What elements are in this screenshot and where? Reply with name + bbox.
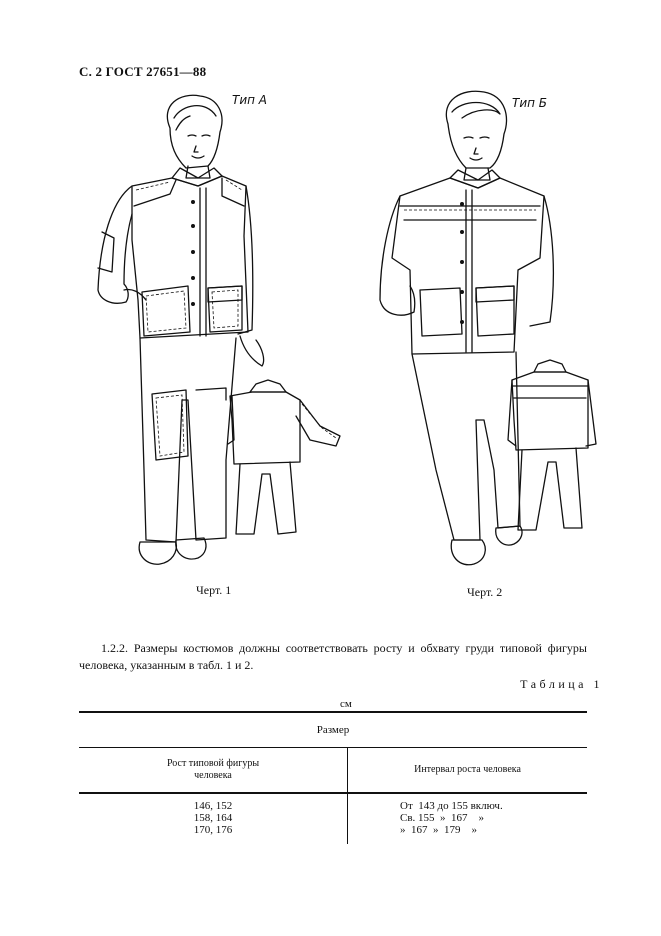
table-col2-values	[348, 793, 588, 844]
figure-type-b-front	[380, 91, 553, 565]
table-cell: От 143 до 155 включ.	[400, 800, 503, 812]
size-table	[79, 711, 587, 844]
table-label: Таблица 1	[520, 677, 603, 691]
figure-1-type-label: Тип А	[232, 93, 267, 107]
figure-2-caption: Черт. 2	[467, 585, 503, 599]
figure-2-type-label: Тип Б	[512, 96, 548, 110]
table-cell: 170, 176	[193, 824, 233, 836]
table-col1-header: Рост типовой фигуры человека	[79, 748, 348, 794]
table-cell: Св. 155 » 167 »	[400, 812, 485, 824]
page-header: С. 2 ГОСТ 27651—88	[79, 64, 207, 79]
clause-1-2-2-text: 1.2.2. Размеры костюмов должны соответствовать росту и обхвату груди типовой фигуры человека, указанным в табл. 1 и 2.	[79, 641, 587, 672]
table-cell: 158, 164	[193, 812, 233, 824]
figure-1-caption: Черт. 1	[196, 583, 232, 597]
table-group-header: Размер	[79, 712, 587, 748]
figure-type-b-back	[508, 360, 596, 530]
table-col1-values	[79, 793, 348, 844]
table-cell: » 167 » 179 »	[400, 824, 477, 836]
table-cell: 146, 152	[193, 800, 233, 812]
table-col2-header: Интервал роста человека	[348, 748, 588, 794]
figure-type-a-back	[228, 380, 340, 534]
table-unit: см	[340, 698, 352, 710]
